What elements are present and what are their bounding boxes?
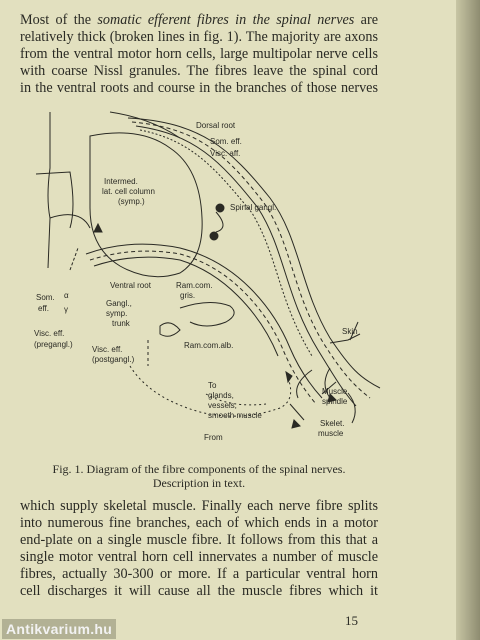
- label-from: From: [204, 433, 223, 442]
- label-gangl-symp-3: trunk: [112, 319, 130, 328]
- text-line: from the ventral motor horn cells, large multipolar nerve cells: [20, 46, 378, 62]
- label-ram-com-gris-1: Ram.com.: [176, 281, 213, 290]
- label-intermed-3: (symp.): [118, 197, 145, 206]
- label-ventral-root: Ventral root: [110, 281, 151, 290]
- label-spinal-gangl: Spinal gangl.: [230, 203, 277, 212]
- label-dorsal-root: Dorsal root: [196, 121, 236, 130]
- label-gangl-symp-2: symp.: [106, 309, 128, 318]
- body-paragraph-bottom: [20, 498, 378, 600]
- caption-line: Fig. 1. Diagram of the fibre components of the spinal nerves.: [52, 462, 346, 476]
- text-line: with coarse Nissl granules. The fibres leave the spinal cord: [20, 63, 378, 79]
- label-visc-eff-pre-2: (pregangl.): [34, 340, 73, 349]
- label-gamma: γ: [64, 305, 68, 314]
- book-spine-shadow: [456, 0, 480, 640]
- figure-caption: [20, 462, 378, 490]
- label-to-glands-2: glands,: [208, 391, 234, 400]
- label-skelet-muscle-2: muscle: [318, 429, 344, 438]
- text-line: fibres, actually 30-300 or more. If a particular ventral horn: [20, 566, 378, 582]
- label-to-glands-3: vessels,: [208, 401, 237, 410]
- text-line: Most of the somatic efferent fibres in the spinal nerves are: [20, 12, 379, 28]
- text-line: single motor ventral horn cell innervates a number of muscle: [20, 549, 378, 565]
- label-ram-com-alb: Ram.com.alb.: [184, 341, 234, 350]
- label-muscle-spindle-2: spindle: [322, 397, 348, 406]
- label-visc-eff-post-2: (postgangl.): [92, 355, 135, 364]
- label-ram-com-gris-2: gris.: [180, 291, 196, 300]
- label-intermed-2: lat. cell column: [102, 187, 155, 196]
- label-visc-aff: Visc. aff.: [210, 149, 241, 158]
- body-paragraph-top: [20, 12, 378, 97]
- label-visc-eff-pre-1: Visc. eff.: [34, 329, 65, 338]
- text-line: in the ventral roots and course in the branches of those nerves: [20, 80, 378, 96]
- label-visc-eff-post-1: Visc. eff.: [92, 345, 123, 354]
- label-gangl-symp-1: Gangl.,: [106, 299, 132, 308]
- watermark: Antikvarium.hu: [2, 619, 116, 639]
- text-line: cell discharges it will cause all the muscle fibres which it: [20, 583, 378, 599]
- spinal-nerve-diagram: [30, 108, 400, 453]
- label-som-eff-left-2: eff.: [38, 304, 49, 313]
- label-som-eff-top: Som. eff.: [210, 137, 242, 146]
- page-number: 15: [345, 613, 358, 628]
- label-alpha: α: [64, 291, 69, 300]
- label-skelet-muscle-1: Skelet.: [320, 419, 345, 428]
- text-line: into numerous fine branches, each of which ends in a motor: [20, 515, 378, 531]
- label-to-glands-4: smooth muscle: [208, 411, 262, 420]
- label-muscle-spindle-1: Muscle: [322, 387, 348, 396]
- text-line: relatively thick (broken lines in fig. 1). The majority are axons: [20, 29, 378, 45]
- label-skin: Skin: [342, 327, 358, 336]
- label-intermed-1: Intermed.: [104, 177, 138, 186]
- text-line: end-plate on a single muscle fibre. It follows from this that a: [20, 532, 378, 548]
- label-som-eff-left-1: Som.: [36, 293, 55, 302]
- caption-line: Description in text.: [152, 476, 246, 490]
- label-to-glands-1: To: [208, 381, 217, 390]
- text-line: which supply skeletal muscle. Finally each nerve fibre splits: [20, 498, 378, 514]
